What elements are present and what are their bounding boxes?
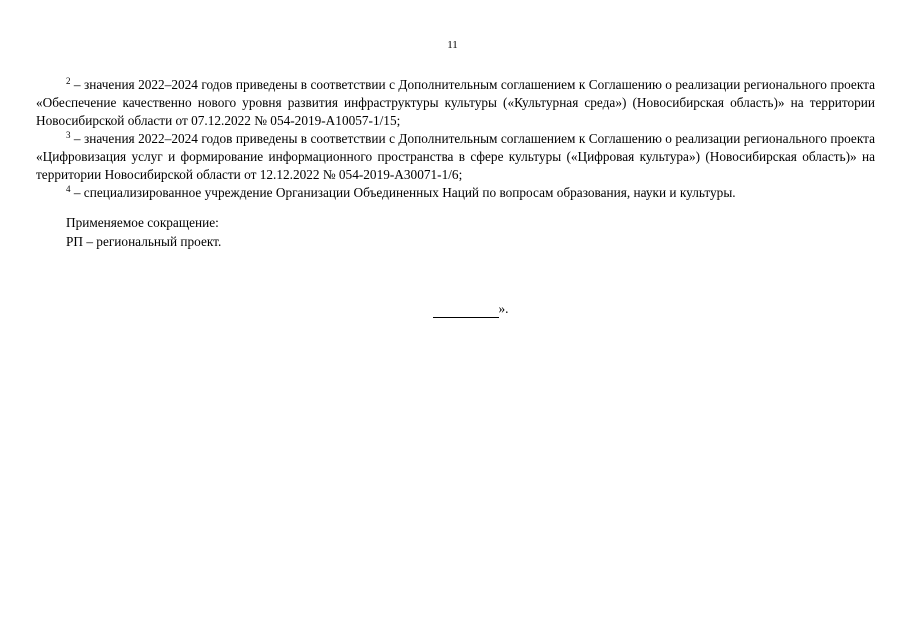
footnote-text: – значения 2022–2024 годов приведены в соответствии с Дополнительным соглашением к Соглашению о реализации регионального проекта «Цифровизация услуг и формирование информационного пространства в сфере культуры («Цифровая культура») (Новосибирская область)» на территории Новосибирской области от 12.12.2022 № 054-2019-А30071-1/6; bbox=[36, 131, 875, 182]
footnote-mark: 4 bbox=[66, 184, 71, 194]
footnote-text: – специализированное учреждение Организации Объединенных Наций по вопросам образования, науки и культуры. bbox=[70, 185, 736, 200]
footnote-4 bbox=[36, 184, 875, 202]
closing-mark: ». bbox=[498, 301, 509, 316]
abbreviations-heading: Применяемое сокращение: bbox=[66, 215, 219, 230]
footnote-3 bbox=[36, 130, 875, 184]
footnotes-section bbox=[36, 76, 875, 202]
abbreviation-item: РП – региональный проект. bbox=[66, 234, 222, 249]
signature-rule bbox=[433, 303, 499, 318]
footnote-text: – значения 2022–2024 годов приведены в соответствии с Дополнительным соглашением к Соглашению о реализации регионального проекта «Обеспечение качественно нового уровня развития инфраструктуры культуры («Культурная среда») (Новосибирская область)» на территории Новосибирской области от 07.12.2022 № 054-2019-А10057-1/15; bbox=[36, 77, 875, 128]
page-number: 11 bbox=[447, 39, 458, 51]
closing-line bbox=[0, 300, 905, 318]
abbreviations-section bbox=[66, 213, 846, 251]
footnote-mark: 2 bbox=[66, 76, 71, 86]
footnote-mark: 3 bbox=[66, 130, 71, 140]
footnote-2 bbox=[36, 76, 875, 130]
